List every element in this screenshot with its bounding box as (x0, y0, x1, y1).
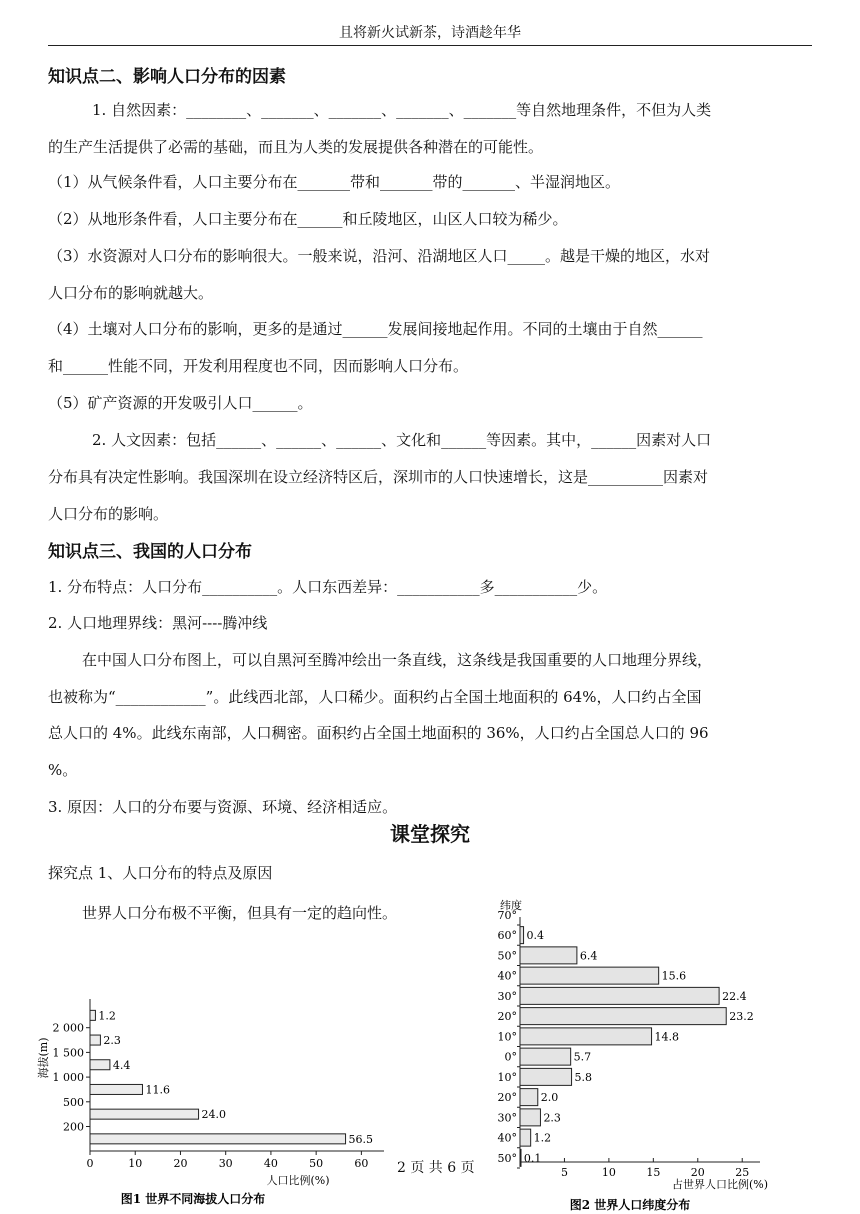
item-soil: （4）土壤对人口分布的影响，更多的是通过______发展间接地起作用。不同的土壤由于自然______ (48, 320, 703, 338)
fig2-bar (520, 1008, 726, 1025)
fig1-bar (90, 1035, 100, 1045)
fig2-xtick-label: 25 (735, 1166, 750, 1179)
fig1-bar (90, 1134, 346, 1144)
fig2-value-label: 2.3 (543, 1111, 561, 1125)
fig1-value-label: 4.4 (112, 1058, 131, 1072)
explore-intro: 世界人口分布极不平衡，但具有一定的趋向性。 (82, 904, 398, 922)
fig1-ytick-label: 1 000 (52, 1071, 84, 1085)
fig1-value-label: 1.2 (98, 1009, 116, 1023)
fig2-ytick-label: 10° (497, 1030, 517, 1044)
fig1-ytick-label: 500 (63, 1095, 84, 1109)
fig2-xtick-label: 15 (646, 1166, 661, 1179)
fig1-caption: 图1 世界不同海拔人口分布 (120, 1192, 266, 1206)
para-natural-factors-cont: 的生产生活提供了必需的基础，而且为人类的发展提供各种潜在的可能性。 (48, 138, 544, 156)
section-title-factors: 知识点二、影响人口分布的因素 (48, 67, 286, 87)
item-boundary: 2. 人口地理界线：黑河----腾冲线 (48, 614, 268, 632)
section-title-china: 知识点三、我国的人口分布 (48, 542, 252, 562)
fig1-value-label: 24.0 (201, 1108, 227, 1122)
fig2-ytick-label: 20° (497, 1091, 517, 1105)
item-minerals: （5）矿产资源的开发吸引人口______。 (48, 394, 313, 412)
fig2-value-label: 15.6 (661, 969, 687, 983)
fig2-ytick-label: 40° (497, 969, 517, 983)
fig2-bar (520, 927, 524, 944)
item-terrain: （2）从地形条件看，人口主要分布在______和丘陵地区，山区人口较为稀少。 (48, 210, 568, 228)
fig2-value-label: 6.4 (579, 949, 598, 963)
item-reason: 3. 原因：人口的分布要与资源、环境、经济相适应。 (48, 798, 398, 816)
fig2-caption: 图2 世界人口纬度分布 (569, 1198, 691, 1212)
fig1-xtick-label: 30 (218, 1157, 233, 1170)
latitude-population-chart (490, 895, 790, 1214)
fig2-value-label: 14.8 (654, 1030, 680, 1044)
fig2-bar (520, 1068, 572, 1085)
fig1-value-label: 2.3 (103, 1034, 121, 1048)
fig1-bar (90, 1060, 110, 1070)
altitude-population-chart (28, 995, 390, 1210)
fig1-bar (90, 1010, 95, 1020)
fig1-ytick-label: 1 500 (52, 1046, 84, 1060)
para-hu-line: 在中国人口分布图上，可以自黑河至腾冲绘出一条直线，这条线是我国重要的人口地理分界线， (82, 651, 713, 669)
fig1-value-label: 11.6 (145, 1083, 170, 1097)
fig2-value-label: 22.4 (722, 989, 747, 1003)
fig2-ytick-label: 50° (497, 949, 517, 963)
fig2-bar (520, 1048, 571, 1065)
fig2-bar (520, 967, 659, 984)
para-human-factors-end: 人口分布的影响。 (48, 505, 169, 523)
header-divider (48, 45, 812, 46)
fig2-ytick-label: 20° (497, 1010, 517, 1024)
fig2-xlabel: 占世界人口比例(%) (671, 1178, 769, 1191)
fig1-xtick-label: 60 (354, 1157, 369, 1170)
item-soil-cont: 和______性能不同，开发利用程度也不同，因而影响人口分布。 (48, 357, 469, 375)
fig2-value-label: 0.1 (523, 1151, 542, 1165)
fig2-value-label: 2.0 (540, 1091, 559, 1105)
fig2-value-label: 0.4 (526, 929, 545, 943)
fig1-ylabel: 海拔(m) (37, 1037, 50, 1079)
fig2-value-label: 5.8 (574, 1070, 593, 1084)
fig2-xtick-label: 10 (601, 1166, 616, 1179)
fig2-ytick-label: 40° (497, 1131, 517, 1145)
fig2-bar (520, 947, 577, 964)
page-header: 且将新火试新茶，诗酒趁年华 (339, 25, 521, 41)
fig2-ylabel: 纬度 (500, 899, 522, 912)
fig2-ytick-label: 30° (497, 989, 517, 1003)
fig1-value-label: 56.5 (348, 1132, 374, 1146)
fig2-value-label: 23.2 (729, 1010, 754, 1024)
fig2-ytick-label: 10° (497, 1070, 517, 1084)
class-inquiry-title: 课堂探究 (390, 822, 470, 846)
fig1-xtick-label: 20 (173, 1157, 188, 1170)
fig2-value-label: 1.2 (533, 1131, 552, 1145)
page-number: 2 页 共 6 页 (397, 1160, 475, 1176)
fig1-xlabel: 人口比例(%) (266, 1174, 330, 1187)
fig1-ytick-label: 200 (63, 1120, 84, 1134)
fig1-xtick-label: 10 (128, 1157, 143, 1170)
explore-point-title: 探究点 1、人口分布的特点及原因 (48, 864, 273, 882)
fig2-ytick-label: 70° (497, 908, 517, 922)
item-water: （3）水资源对人口分布的影响很大。一般来说，沿河、沿湖地区人口_____。越是干燥的地区，水对 (48, 247, 711, 265)
fig2-bar (520, 987, 719, 1004)
para-human-factors: 2. 人文因素：包括______、______、______、文化和______等因素。其中，______因素对人口 (92, 431, 712, 449)
fig2-ytick-label: 0° (504, 1050, 517, 1064)
fig1-xtick-label: 0 (86, 1157, 94, 1170)
fig1-bar (90, 1084, 142, 1094)
fig2-ytick-label: 30° (497, 1111, 517, 1125)
fig2-bar (520, 1129, 531, 1146)
para-human-factors-cont: 分布具有决定性影响。我国深圳在设立经济特区后，深圳市的人口快速增长，这是__________因素对 (48, 468, 709, 486)
para-hu-line-3: 总人口的 4%。此线东南部，人口稠密。面积约占全国土地面积的 36%，人口约占全国总人口的 96 (48, 724, 709, 742)
fig2-value-label: 5.7 (573, 1050, 592, 1064)
fig2-xtick-label: 5 (560, 1166, 568, 1179)
item-climate: （1）从气候条件看，人口主要分布在_______带和_______带的_______、半湿润地区。 (48, 173, 621, 191)
fig1-xtick-label: 50 (309, 1157, 324, 1170)
item-distribution: 1. 分布特点：人口分布__________。人口东西差异：___________多___________少。 (48, 578, 608, 596)
fig2-bar (520, 1028, 652, 1045)
item-water-cont: 人口分布的影响就越大。 (48, 284, 214, 302)
fig2-bar (520, 1109, 540, 1126)
para-hu-line-4: %。 (48, 761, 78, 779)
fig1-xtick-label: 40 (263, 1157, 278, 1170)
fig1-ytick-label: 2 000 (52, 1021, 84, 1035)
fig2-ytick-label: 60° (497, 929, 517, 943)
para-hu-line-2: 也被称为“____________”。此线西北部，人口稀少。面积约占全国土地面积的 64%，人口约占全国 (48, 688, 702, 706)
fig1-bar (90, 1109, 199, 1119)
para-natural-factors: 1. 自然因素：________、_______、_______、_______、_______等自然地理条件，不但为人类 (92, 101, 712, 119)
fig2-ytick-label: 50° (497, 1151, 517, 1165)
fig2-xtick-label: 20 (690, 1166, 705, 1179)
fig2-bar (520, 1089, 538, 1106)
